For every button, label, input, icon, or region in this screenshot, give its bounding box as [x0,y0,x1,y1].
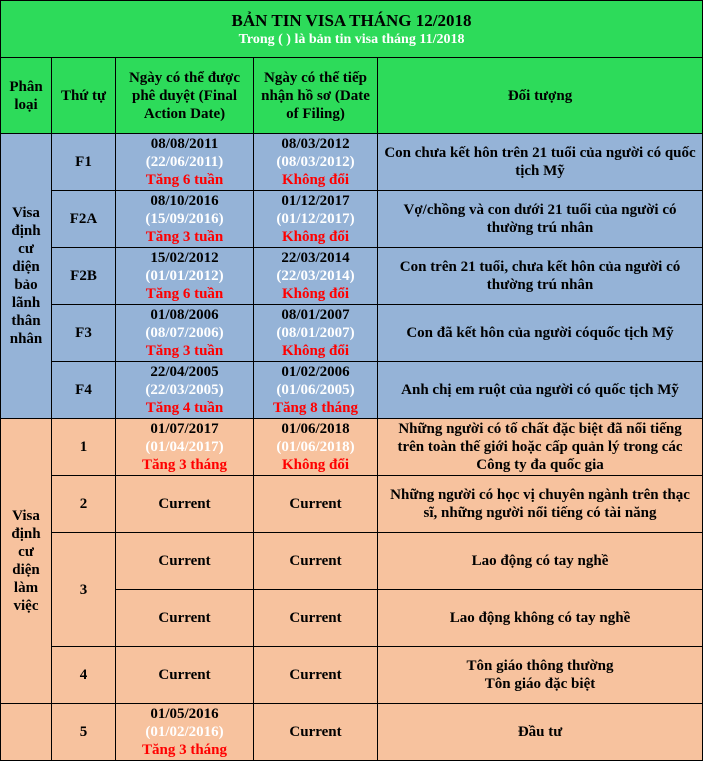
final-action-previous: (22/06/2011) [145,154,224,170]
final-action-date: 15/02/2012 [150,250,219,266]
final-action-cell [116,362,254,419]
table-row-eb4 [1,647,703,704]
filing-cell [254,419,378,476]
filing-previous: (01/06/2005) [276,382,355,398]
filing-change: Không đổi [281,286,350,302]
final-action-cell [116,419,254,476]
final-action-previous: (22/03/2005) [145,382,224,398]
filing-change: Không đổi [281,457,350,473]
filing-previous: (01/06/2018) [276,439,355,455]
filing-cell [254,305,378,362]
final-action-date: 01/05/2016 [150,706,219,722]
target-cell: Lao động có tay nghề [378,533,703,590]
final-action-cell: Current [116,590,254,647]
target-cell [378,647,703,704]
final-action-change: Tăng 3 tuần [145,343,224,359]
filing-cell [254,191,378,248]
final-action-date: 22/04/2005 [150,364,219,380]
table-row-f3 [1,305,703,362]
filing-change: Không đổi [281,229,350,245]
order-cell: F2A [52,191,116,248]
column-header-order: Thứ tự [52,58,116,134]
filing-cell: Current [254,533,378,590]
target-cell: Những người có tố chất đặc biệt đã nổi tiếng trên toàn thế giới hoặc cấp quản lý trong các Công ty đa quốc gia [378,419,703,476]
final-action-cell: Current [116,647,254,704]
column-header-filing: Ngày có thể tiếp nhận hồ sơ (Date of Filing) [254,58,378,134]
final-action-change: Tăng 6 tuần [145,172,224,188]
bulletin-header [1,1,703,58]
filing-cell: Current [254,647,378,704]
table-row-eb5 [1,704,703,761]
column-header-final-action: Ngày có thể được phê duyệt (Final Action Date) [116,58,254,134]
final-action-change: Tăng 3 tuần [145,229,224,245]
column-header-category: Phân loại [1,58,52,134]
final-action-cell: Current [116,533,254,590]
target-cell: Đầu tư [378,704,703,761]
table-row-eb2 [1,476,703,533]
final-action-cell [116,704,254,761]
filing-change: Tăng 8 tháng [272,400,359,416]
final-action-date: 01/08/2006 [150,307,219,323]
filing-cell: Current [254,476,378,533]
final-action-date: 08/10/2016 [150,193,219,209]
table-row-f2b [1,248,703,305]
category-family: Visa định cư diện bảo lãnh thân nhân [1,134,52,419]
order-cell: F3 [52,305,116,362]
filing-previous: (01/12/2017) [276,211,355,227]
category-blank [1,704,52,761]
target-cell: Con chưa kết hôn trên 21 tuổi của người có quốc tịch Mỹ [378,134,703,191]
filing-date: 01/12/2017 [281,193,350,209]
bulletin-subtitle: Trong ( ) là bản tin visa tháng 11/2018 [238,32,465,47]
table-row-eb1 [1,419,703,476]
table-row-f2a [1,191,703,248]
filing-date: 08/01/2007 [281,307,350,323]
filing-date: 08/03/2012 [281,136,350,152]
final-action-previous: (01/02/2016) [145,724,224,740]
category-work: Visa định cư diện làm việc [1,419,52,704]
final-action-previous: (01/04/2017) [145,439,224,455]
order-cell: F2B [52,248,116,305]
final-action-cell: Current [116,476,254,533]
order-cell: 2 [52,476,116,533]
order-cell: 5 [52,704,116,761]
target-line: Tôn giáo đặc biệt [484,676,596,692]
order-cell: 3 [52,533,116,647]
target-cell: Con đã kết hôn của người cóquốc tịch Mỹ [378,305,703,362]
order-cell: 4 [52,647,116,704]
filing-change: Không đổi [281,172,350,188]
filing-previous: (08/01/2007) [276,325,355,341]
final-action-change: Tăng 4 tuần [145,400,224,416]
filing-cell [254,362,378,419]
final-action-previous: (01/01/2012) [145,268,224,284]
filing-date: 01/02/2006 [281,364,350,380]
target-cell: Những người có học vị chuyên ngành trên thạc sĩ, những người nổi tiếng có tài năng [378,476,703,533]
filing-date: 22/03/2014 [281,250,350,266]
final-action-date: 01/07/2017 [150,421,219,437]
target-cell: Lao động không có tay nghề [378,590,703,647]
target-cell: Anh chị em ruột của người có quốc tịch Mỹ [378,362,703,419]
filing-cell: Current [254,590,378,647]
final-action-cell [116,248,254,305]
title-row [1,1,703,58]
target-line: Tôn giáo thông thường [466,658,614,674]
filing-previous: (08/03/2012) [276,154,355,170]
filing-cell [254,134,378,191]
table-row-f4 [1,362,703,419]
order-cell: F1 [52,134,116,191]
final-action-cell [116,191,254,248]
filing-change: Không đổi [281,343,350,359]
column-header-row [1,58,703,134]
target-cell: Vợ/chồng và con dưới 21 tuổi của người có thường trú nhân [378,191,703,248]
bulletin-title: BẢN TIN VISA THÁNG 12/2018 [231,11,472,30]
final-action-change: Tăng 6 tuần [145,286,224,302]
final-action-date: 08/08/2011 [150,136,219,152]
order-cell: F4 [52,362,116,419]
final-action-previous: (08/07/2006) [145,325,224,341]
final-action-change: Tăng 3 tháng [141,742,228,758]
order-cell: 1 [52,419,116,476]
final-action-cell [116,305,254,362]
final-action-previous: (15/09/2016) [145,211,224,227]
column-header-target: Đối tượng [378,58,703,134]
filing-date: 01/06/2018 [281,421,350,437]
filing-cell [254,248,378,305]
target-cell: Con trên 21 tuổi, chưa kết hôn của người có thường trú nhân [378,248,703,305]
filing-previous: (22/03/2014) [276,268,355,284]
table-row-eb3-skilled [1,533,703,590]
table-row-f1 [1,134,703,191]
final-action-cell [116,134,254,191]
filing-cell: Current [254,704,378,761]
final-action-change: Tăng 3 tháng [141,457,228,473]
